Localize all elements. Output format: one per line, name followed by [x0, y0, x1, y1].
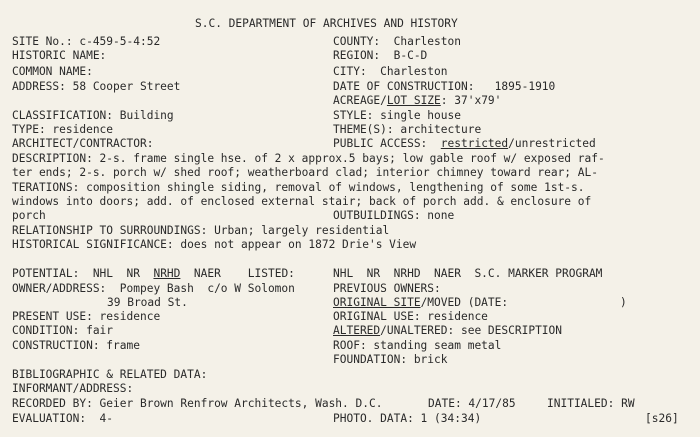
acreage-lot-size: ACREAGE/LOT SIZE: 37'x79'	[333, 94, 502, 107]
initialed: INITIALED: RW	[547, 397, 635, 410]
description-line: windows into doors; add. of enclosed external stair; back of porch add. & enclosure of	[12, 195, 592, 208]
common-name: COMMON NAME:	[12, 65, 93, 78]
public-access: PUBLIC ACCESS: restricted/unrestricted	[333, 137, 596, 150]
potential: POTENTIAL: NHL NR NRHD NAER LISTED:	[12, 267, 295, 280]
bibliographic-data: BIBLIOGRAPHIC & RELATED DATA:	[12, 368, 208, 381]
original-site-close: )	[620, 296, 627, 309]
altered-unaltered: ALTERED/UNALTERED: see DESCRIPTION	[333, 324, 563, 337]
evaluation: EVALUATION: 4-	[12, 412, 114, 425]
region: REGION: B-C-D	[333, 49, 428, 62]
header-title: S.C. DEPARTMENT OF ARCHIVES AND HISTORY	[195, 17, 458, 30]
description-line: porch	[12, 209, 46, 222]
record-date: DATE: 4/17/85	[428, 397, 516, 410]
previous-owners: PREVIOUS OWNERS:	[333, 282, 441, 295]
present-use: PRESENT USE: residence	[12, 310, 161, 323]
photo-data: PHOTO. DATA: 1 (34:34)	[333, 412, 482, 425]
county: COUNTY: Charleston	[333, 35, 461, 48]
roof: ROOF: standing seam metal	[333, 339, 502, 352]
description-line: TERATIONS: composition shingle siding, removal of windows, lengthening of some 1st-s.	[12, 181, 585, 194]
historic-name: HISTORIC NAME:	[12, 49, 107, 62]
style: STYLE: single house	[333, 109, 461, 122]
classification: CLASSIFICATION: Building	[12, 109, 174, 122]
original-use: ORIGINAL USE: residence	[333, 310, 488, 323]
outbuildings: OUTBUILDINGS: none	[333, 209, 455, 222]
construction: CONSTRUCTION: frame	[12, 339, 140, 352]
description-line: DESCRIPTION: 2-s. frame single hse. of 2 x approx.5 bays; low gable roof w/ exposed raf-	[12, 152, 605, 165]
date-of-construction: DATE OF CONSTRUCTION: 1895-1910	[333, 80, 556, 93]
architect-contractor: ARCHITECT/CONTRACTOR:	[12, 137, 154, 150]
type: TYPE: residence	[12, 123, 114, 136]
listed-values: NHL NR NRHD NAER S.C. MARKER PROGRAM	[333, 267, 603, 280]
informant-address: INFORMANT/ADDRESS:	[12, 382, 134, 395]
card-code: [s26]	[645, 412, 679, 425]
recorded-by: RECORDED BY: Geier Brown Renfrow Architects, Wash. D.C.	[12, 397, 383, 410]
themes: THEME(S): architecture	[333, 123, 482, 136]
historical-significance: HISTORICAL SIGNIFICANCE: does not appear on 1872 Drie's View	[12, 238, 417, 251]
city: CITY: Charleston	[333, 65, 448, 78]
relationship-to-surroundings: RELATIONSHIP TO SURROUNDINGS: Urban; largely residential	[12, 224, 390, 237]
address: ADDRESS: 58 Cooper Street	[12, 80, 181, 93]
site-number: SITE No.: c-459-5-4:52	[12, 35, 161, 48]
condition: CONDITION: fair	[12, 324, 114, 337]
foundation: FOUNDATION: brick	[333, 353, 448, 366]
owner-address-street: 39 Broad St.	[107, 296, 188, 309]
description-line: ter ends; 2-s. porch w/ shed roof; weatherboard clad; interior chimney toward rear; AL-	[12, 166, 598, 179]
original-site-moved: ORIGINAL SITE/MOVED (DATE:	[333, 296, 509, 309]
owner-address: OWNER/ADDRESS: Pompey Bash c/o W Solomon	[12, 282, 295, 295]
